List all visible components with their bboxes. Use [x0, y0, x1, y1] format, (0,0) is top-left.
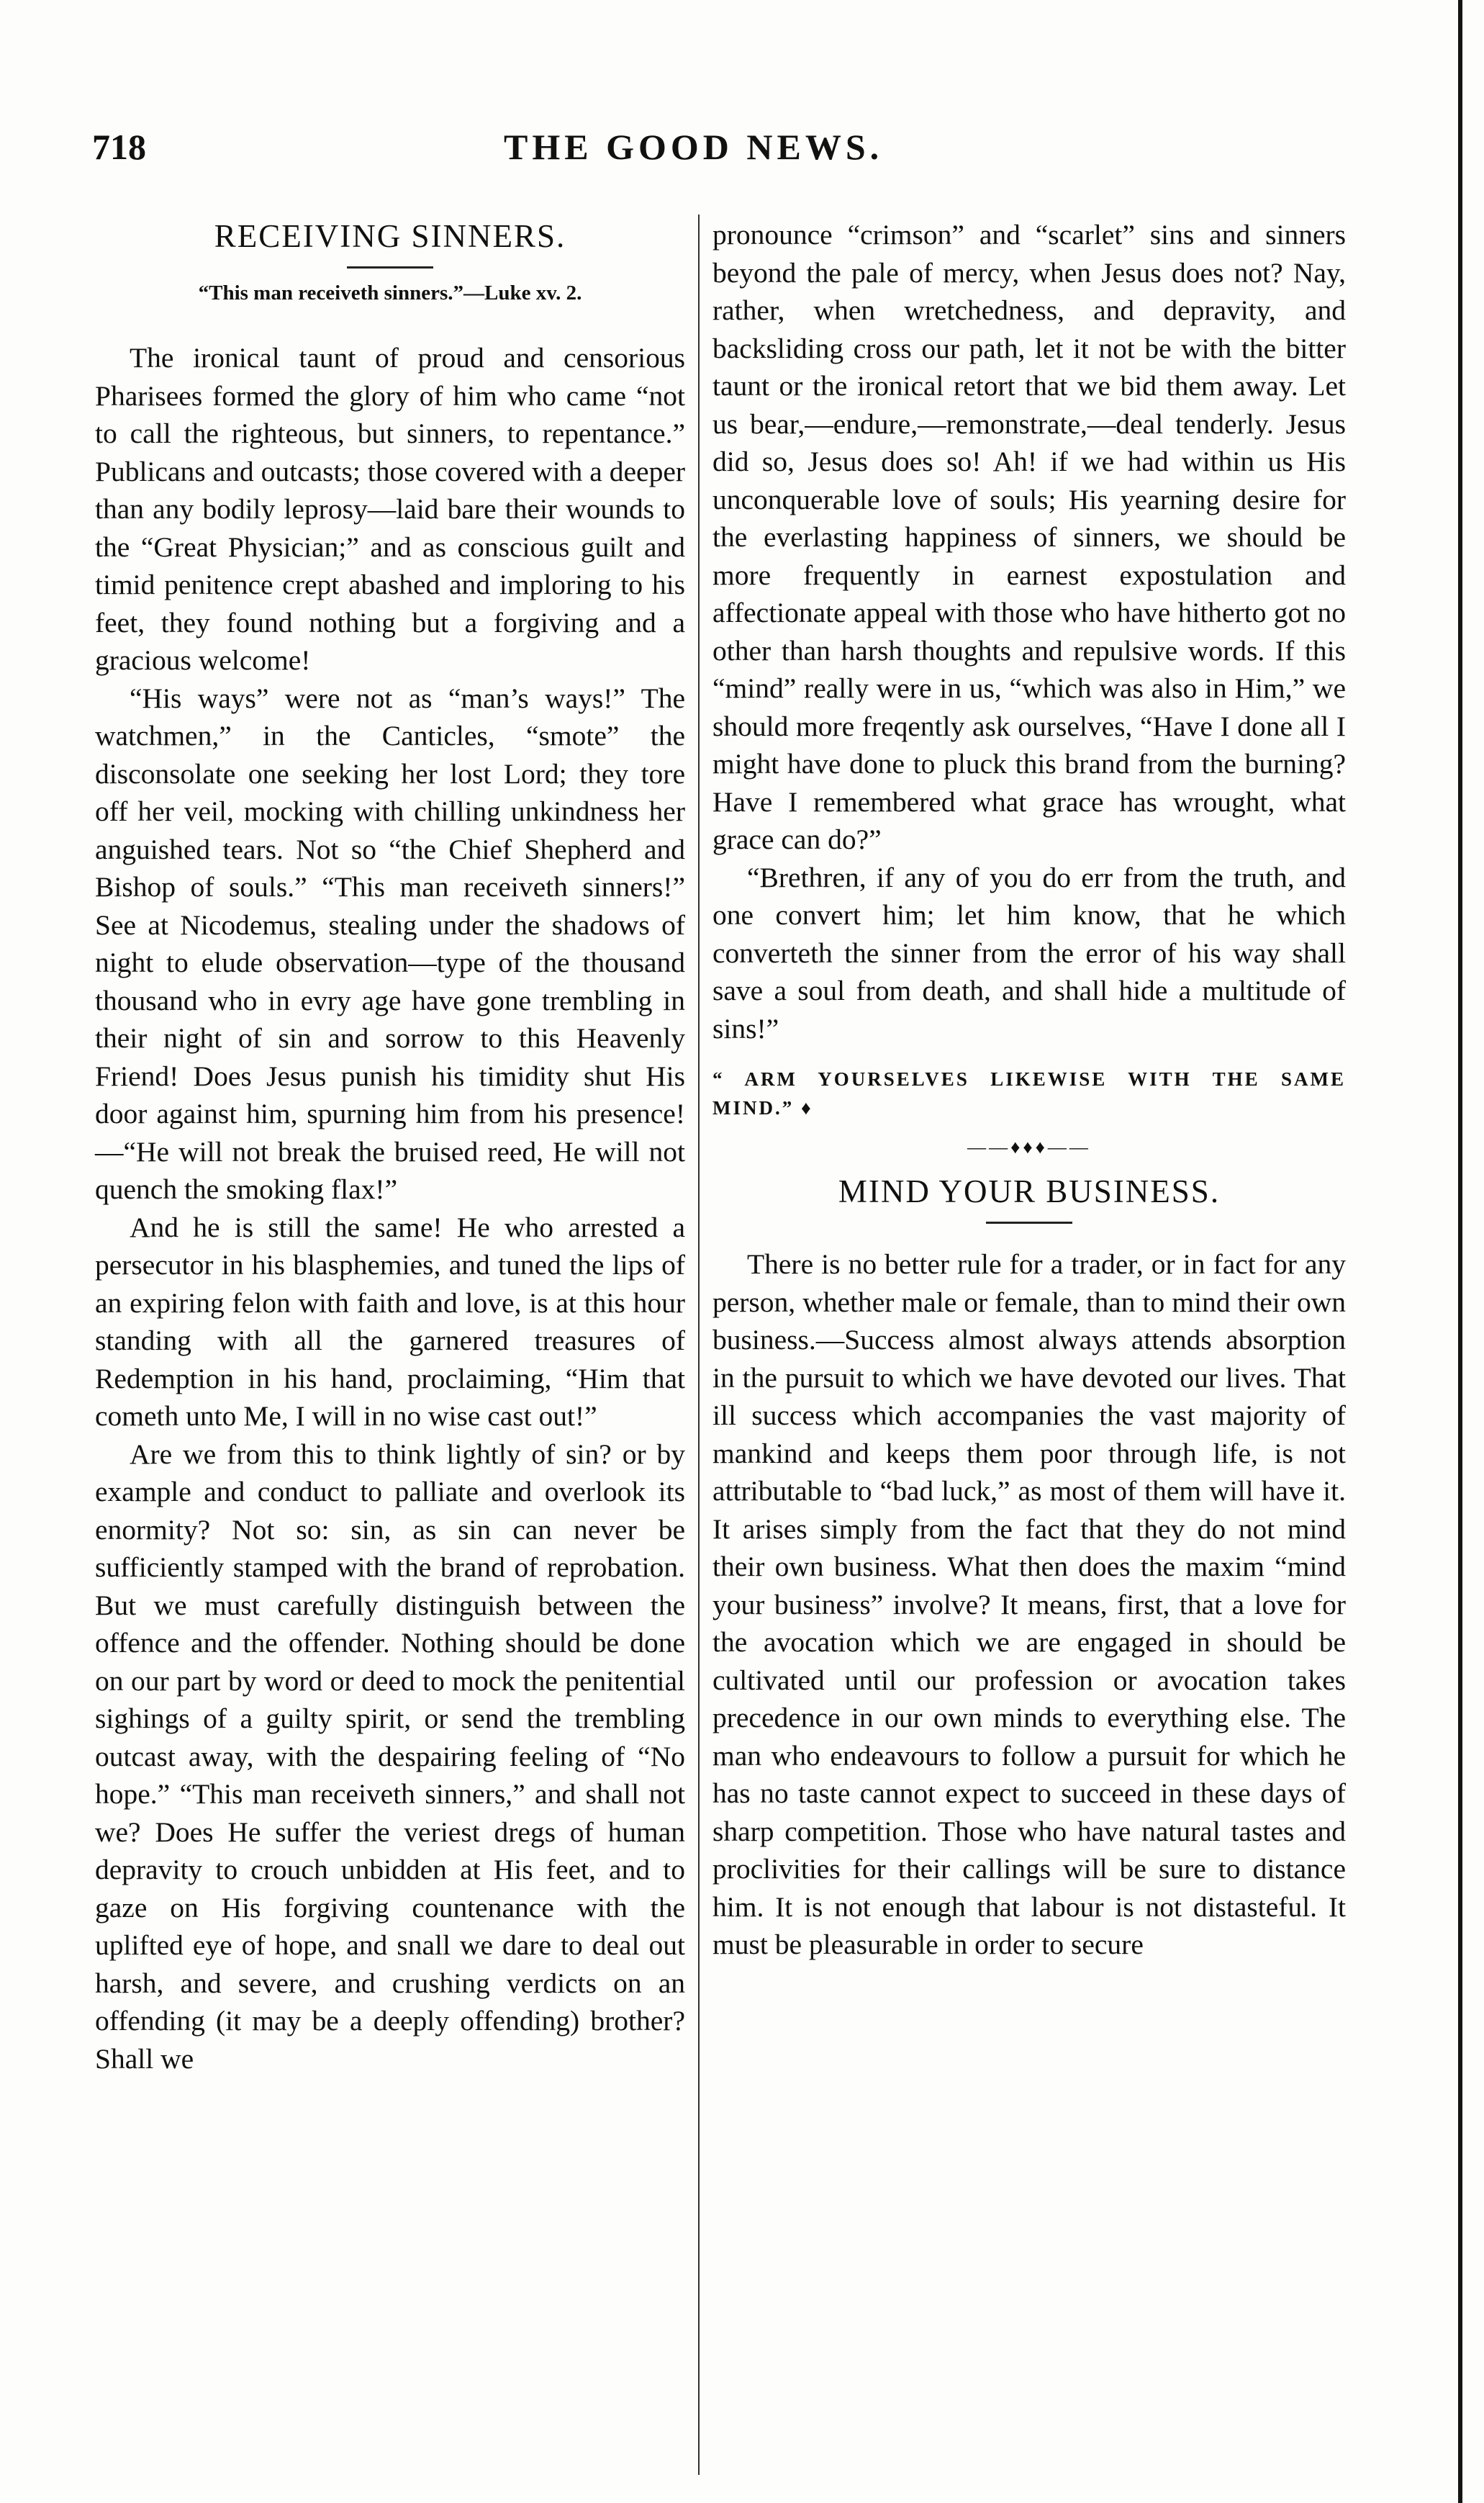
paragraph-continued: pronounce “crimson” and “scarlet” sins and sinners beyond the pale of mercy, when Jesus does not? Nay, rather, when wretchedness, and depravity, and backsliding cross our path, let it not be with the bitter taunt or the ironical retort that we bid them away. Let us bear,—endure,—remonstrate,—deal tenderly. Jesus did so, Jesus does so! Ah! if we had within us His unconquerable love of souls; His yearning desire for the everlasting happiness of sinners, we should be more frequently in earnest expostulation and affectionate appeal with those who have hitherto got no other than harsh thoughts and repulsive words. If this “mind” really were in us, “which was also in Him,” we should more freqently ask ourselves, “Have I done all I might have done to pluck this brand from the burning? Have I remembered what grace has wrought, what grace can do?”	[712, 219, 1346, 855]
paragraph: And he is still the same! He who arrested a persecutor in his blasphemies, and tuned the lips of an expiring felon with faith and love, is at this hour standing with all the garnered treasures of Redemption in his hand, proclaiming, “Him that cometh unto Me, I will in no wise cast out!”	[95, 1211, 685, 1432]
running-title: THE GOOD NEWS.	[504, 127, 884, 167]
section-ornament: ——♦♦♦——	[967, 1137, 1091, 1158]
title-rule	[986, 1222, 1072, 1224]
article-title-receiving-sinners: RECEIVING SINNERS.	[214, 218, 566, 254]
paragraph: Are we from this to think lightly of sin? or by example and conduct to palliate and overlook its enormity? Not so: sin, as sin can never be sufficiently stamped with the brand of reprobation. But we must carefully distinguish between the offence and the offender. Nothing should be done on our part by word or deed to mock the penitential sighings of a guilty spirit, or send the trembling outcast away, with the despairing feeling of “No hope.” “This man receiveth sinners,” and shall not we? Does He suffer the veriest dregs of human depravity to crouch unbidden at His feet, and to gaze on His forgiving countenance with the uplifted eye of hope, and snall we dare to deal out harsh, and severe, and crushing verdicts on an offending (it may be a deeply offending) brother? Shall we	[95, 1438, 685, 2075]
closing-motto: “ ARM YOURSELVES LIKEWISE WITH THE SAME MIND.” ♦	[712, 1068, 1346, 1119]
article-title-mind-your-business: MIND YOUR BUSINESS.	[838, 1173, 1221, 1209]
page-header	[0, 126, 1484, 184]
paragraph: “Brethren, if any of you do err from the truth, and one convert him; let him know, that he which converteth the sinner from the error of his way shall save a soul from death, and shall hide a multitude of sins!”	[712, 861, 1346, 1045]
left-column	[95, 216, 685, 2078]
epigraph: “This man receiveth sinners.”—Luke xv. 2.	[198, 281, 582, 305]
paragraph: “His ways” were not as “man’s ways!” The watchmen,” in the Canticles, “smote” the disconsolate one seeking her lost Lord; they tore off her veil, mocking with chilling unkindness her anguished tears. Not so “the Chief Shepherd and Bishop of souls.” “This man receiveth sinners!” See at Nicodemus, stealing under the shadows of night to elude observation—type of the thousand thousand who in evry age have gone trembling in their night of sin and sorrow to this Heavenly Friend! Does Jesus punish his timidity shut His door against him, spurning him from his presence! —“He will not break the bruised reed, He will not quench the smoking flax!”	[95, 682, 685, 1205]
column-divider	[698, 215, 700, 2475]
page-edge-shadow	[1458, 0, 1462, 2503]
title-rule	[347, 266, 433, 269]
right-column	[712, 216, 1346, 1964]
paragraph: The ironical taunt of proud and censorious Pharisees formed the glory of him who came “not to call the righteous, but sinners, to repentance.” Publicans and outcasts; those covered with a deeper than any bodily leprosy—laid bare their wounds to the “Great Physician;” and as conscious guilt and timid penitence crept abashed and imploring to his feet, they found nothing but a forgiving and a gracious welcome!	[95, 342, 685, 676]
paragraph: There is no better rule for a trader, or in fact for any person, whether male or female, than to mind their own business.—Success almost always attends absorption in the pursuit to which we have devoted our lives. That ill success which accompanies the vast majority of mankind and keeps them poor through life, is not attributable to “bad luck,” as most of them will have it. It arises simply from the fact that they do not mind their own business. What then does the maxim “mind your business” involve? It means, first, that a love for the avocation which we are engaged in should be cultivated until our profession or avocation takes precedence in our own minds to everything else. The man who endeavours to follow a pursuit for which he has no taste cannot expect to succeed in these days of sharp competition. Those who have natural tastes and proclivities for their callings will be sure to distance him. It is not enough that labour is not distasteful. It must be pleasurable in order to secure	[712, 1248, 1346, 1960]
page-number: 718	[92, 127, 146, 167]
